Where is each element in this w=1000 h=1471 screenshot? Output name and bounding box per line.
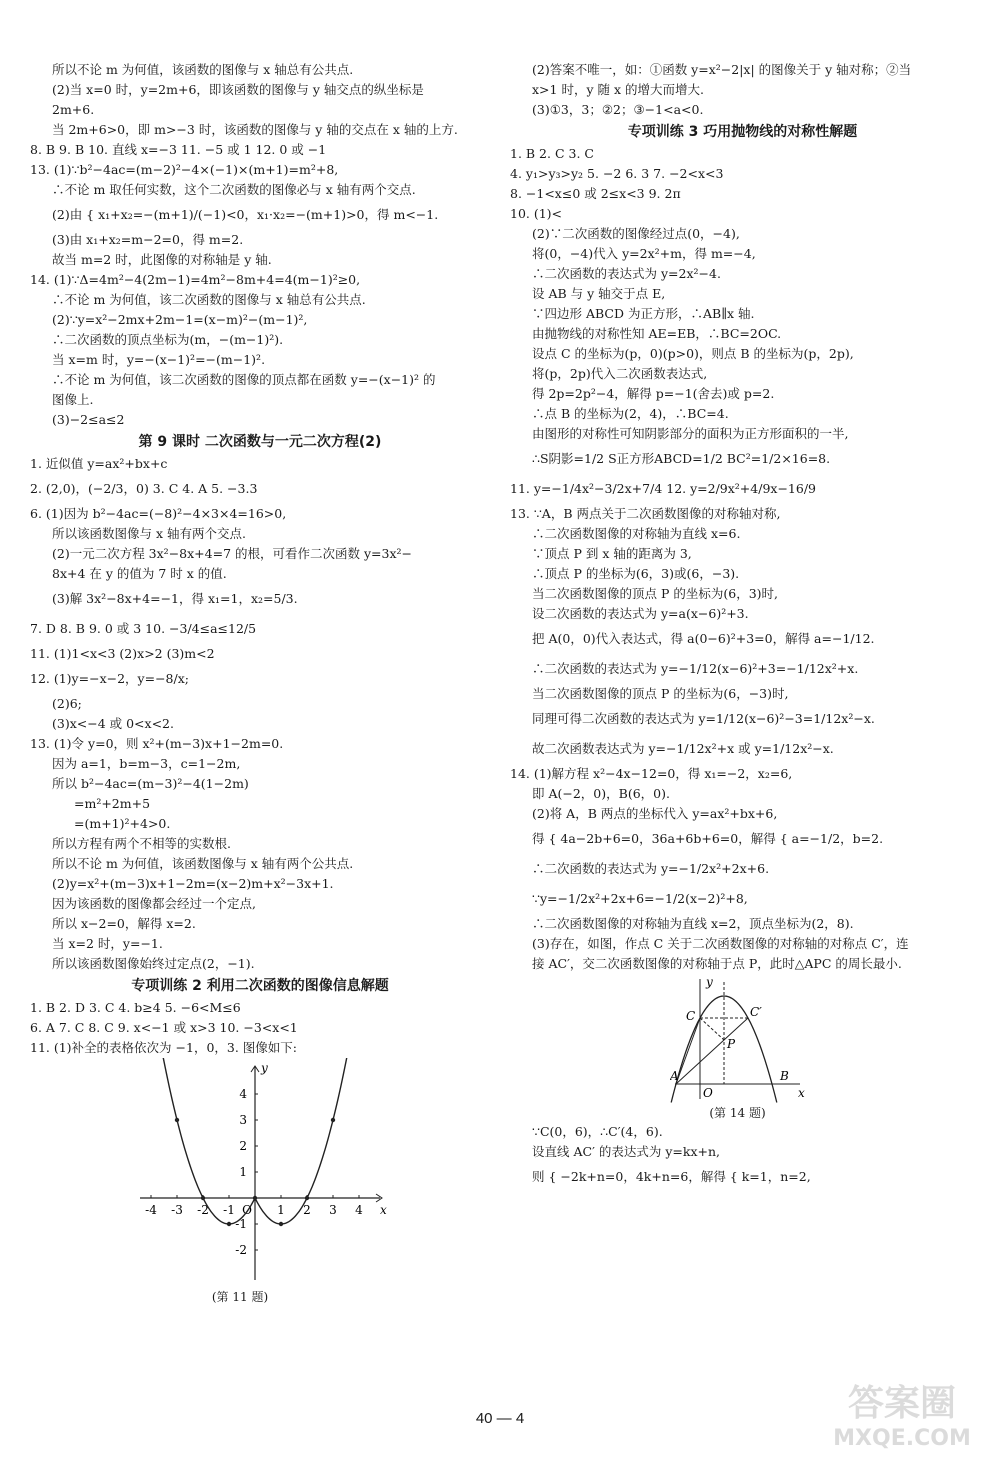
answer-line: 11. (1)1<x<3 (2)x>2 (3)m<2 (30, 646, 215, 661)
answer-line: 13. ∵A，B 两点关于二次函数图像的对称轴对称, (510, 506, 781, 521)
figure-14-label: A (670, 1069, 679, 1083)
figure-14 (510, 974, 975, 1122)
answer-line: =m²+2m+5 (74, 796, 151, 811)
answer-line: 11. (1)补全的表格依次为 −1，0，3. 图像如下: (30, 1040, 298, 1055)
plot-point (331, 1118, 335, 1122)
answer-line: (3)解 3x²−8x+4=−1，得 x₁=1，x₂=5/3. (52, 591, 298, 606)
figure-14-label: C′ (750, 1005, 762, 1019)
answer-line: ∴二次函数的表达式为 y=−1/12(x−6)²+3=−1/12x²+x. (532, 661, 859, 676)
answer-line: 当 2m+6>0，即 m>−3 时，该函数的图像与 y 轴的交点在 x 轴的上方. (52, 122, 458, 137)
y-tick-label: 1 (239, 1165, 247, 1179)
answer-line: ∵y=−1/2x²+2x+6=−1/2(x−2)²+8, (532, 891, 748, 906)
x-tick-label: -4 (145, 1203, 157, 1217)
answer-line: x>1 时，y 随 x 的增大而增大. (532, 82, 704, 97)
answer-line: ∴不论 m 为何值，该二次函数的图像的顶点都在函数 y=−(x−1)² 的 (52, 372, 436, 387)
x-tick-label: O (242, 1203, 252, 1217)
answer-line: 当 x=2 时，y=−1. (52, 936, 163, 951)
watermark-logo (822, 1367, 982, 1457)
answer-line: 11. y=−1/4x²−3/2x+7/4 12. y=2/9x²+4/9x−16/9 (510, 481, 816, 496)
answer-line: (2)由 { x₁+x₂=−(m+1)/(−1)<0，x₁·x₂=−(m+1)>0，得 m<−1. (52, 207, 439, 222)
y-tick-label: 2 (239, 1139, 247, 1153)
answer-line: (2)∵二次函数的图像经过点(0，−4), (532, 226, 740, 241)
answer-line: ∴二次函数的表达式为 y=2x²−4. (532, 266, 721, 281)
x-tick-label: 3 (329, 1203, 337, 1217)
section-heading: 第 9 课时 二次函数与一元二次方程(2) (138, 434, 382, 450)
plot-point (227, 1222, 231, 1226)
watermark-title: 答案圈 (847, 1383, 957, 1424)
answer-line: (2)6; (52, 696, 82, 711)
figure-14-label: y (706, 975, 713, 989)
answer-line: ∴二次函数图像的对称轴为直线 x=2，顶点坐标为(2，8). (532, 916, 854, 931)
plot-point (201, 1196, 205, 1200)
x-tick-label: -1 (223, 1203, 235, 1217)
answer-line: 当二次函数图像的顶点 P 的坐标为(6，3)时, (532, 586, 778, 601)
answer-line: 1. 近似值 y=ax²+bx+c (30, 456, 168, 471)
answer-line: =(m+1)²+4>0. (74, 816, 171, 831)
answer-line: (3)x<−4 或 0<x<2. (52, 716, 174, 731)
answer-line: 2m+6. (52, 102, 95, 117)
answer-line: 8. B 9. B 10. 直线 x=−3 11. −5 或 1 12. 0 或 −1 (30, 142, 327, 157)
answer-line: ∴不论 m 为何值，该二次函数的图像与 x 轴总有公共点. (52, 292, 366, 307)
section-heading: 专项训练 2 利用二次函数的图像信息解题 (131, 978, 389, 994)
figure-14-label: P (727, 1037, 736, 1051)
y-tick-label: -2 (235, 1243, 247, 1257)
answer-line: 14. (1)解方程 x²−4x−12=0，得 x₁=−2，x₂=6, (510, 766, 793, 781)
answer-line: 所以该函数图像与 x 轴有两个交点. (52, 526, 246, 541)
answer-line: 得 { 4a−2b+6=0，36a+6b+6=0，解得 { a=−1/2，b=2. (532, 831, 884, 846)
answer-line: ∴不论 m 取任何实数，这个二次函数的图像必与 x 轴有两个交点. (52, 182, 416, 197)
answer-line: (2)y=x²+(m−3)x+1−2m=(x−2)m+x²−3x+1. (52, 876, 334, 891)
y-tick-label: 4 (239, 1087, 247, 1101)
answer-line: 将(0，−4)代入 y=2x²+m，得 m=−4, (532, 246, 756, 261)
answer-line: 2. (2,0)，(−2/3，0) 3. C 4. A 5. −3.3 (30, 481, 258, 496)
answer-line: 12. (1)y=−x−2，y=−8/x; (30, 671, 189, 686)
answer-line: ∴二次函数的顶点坐标为(m，−(m−1)²). (52, 332, 284, 347)
answer-line: 则 { −2k+n=0，4k+n=6，解得 { k=1，n=2, (532, 1169, 811, 1184)
x-tick-label: 2 (303, 1203, 311, 1217)
x-tick-label: -2 (197, 1203, 209, 1217)
answer-line: ∴二次函数图像的对称轴为直线 x=6. (532, 526, 741, 541)
figure-14-caption: (第 14 题) (709, 1106, 766, 1120)
x-tick-label: 4 (355, 1203, 363, 1217)
x-tick-label: 1 (277, 1203, 285, 1217)
answer-line: 8x+4 在 y 的值为 7 时 x 的值. (52, 566, 227, 581)
answer-line: (2)答案不唯一，如：①函数 y=x²−2|x| 的图像关于 y 轴对称；②当 (532, 62, 912, 77)
figure-11-caption: (第 11 题) (211, 1290, 269, 1304)
answer-line: 所以 x−2=0，解得 x=2. (52, 916, 196, 931)
answer-line: 得 2p=2p²−4，解得 p=−1(舍去)或 p=2. (532, 386, 775, 401)
answer-line: (2)一元二次方程 3x²−8x+4=7 的根，可看作二次函数 y=3x²− (52, 546, 412, 561)
answer-line: 13. (1)令 y=0，则 x²+(m−3)x+1−2m=0. (30, 736, 284, 751)
y-tick-label: -1 (235, 1217, 247, 1231)
line-ac (676, 1018, 748, 1084)
right-column (510, 60, 975, 1192)
plot-point (305, 1196, 309, 1200)
answer-line: 1. B 2. D 3. C 4. b≥4 5. −6<M≤6 (30, 1000, 241, 1015)
figure-14-label: x (798, 1086, 805, 1100)
answer-line: 4. y₁>y₃>y₂ 5. −2 6. 3 7. −2<x<3 (510, 166, 724, 181)
answer-line: 1. B 2. C 3. C (510, 146, 594, 161)
answer-line: 图像上. (52, 392, 94, 407)
answer-line: 10. (1)< (510, 206, 563, 221)
plot-point (253, 1196, 257, 1200)
figure-11 (30, 1058, 490, 1306)
answer-line: 设 AB 与 y 轴交于点 E, (532, 286, 666, 301)
answer-line: ∵四边形 ABCD 为正方形，∴AB∥x 轴. (532, 306, 755, 321)
answer-line: 设二次函数的表达式为 y=a(x−6)²+3. (532, 606, 749, 621)
answer-line: 故当 m=2 时，此图像的对称轴是 y 轴. (52, 252, 272, 267)
answer-line: (2)当 x=0 时，y=2m+6，即该函数的图像与 y 轴交点的纵坐标是 (52, 82, 424, 97)
answer-line: ∴顶点 P 的坐标为(6，3)或(6，−3). (532, 566, 740, 581)
answer-line: 当 x=m 时，y=−(x−1)²=−(m−1)². (52, 352, 266, 367)
answer-line: 6. A 7. C 8. C 9. x<−1 或 x>3 10. −3<x<1 (30, 1020, 298, 1035)
answer-line: (3)−2≤a≤2 (52, 412, 125, 427)
answer-line: (2)∵y=x²−2mx+2m−1=(x−m)²−(m−1)², (52, 312, 308, 327)
answer-line: 6. (1)因为 b²−4ac=(−8)²−4×3×4=16>0, (30, 506, 287, 521)
answer-line: 因为 a=1，b=m−3，c=1−2m, (52, 756, 241, 771)
answer-line: 即 A(−2，0)，B(6，0). (532, 786, 670, 801)
answer-line: 14. (1)∵Δ=4m²−4(2m−1)=4m²−8m+4=4(m−1)²≥0, (30, 272, 361, 287)
answer-line: 设点 C 的坐标为(p，0)(p>0)，则点 B 的坐标为(p，2p), (532, 346, 854, 361)
answer-line: ∴二次函数的表达式为 y=−1/2x²+2x+6. (532, 861, 770, 876)
x-axis-label: x (380, 1203, 387, 1217)
answer-line: 当二次函数图像的顶点 P 的坐标为(6，−3)时, (532, 686, 789, 701)
answer-line: (3)存在，如图，作点 C 关于二次函数图像的对称轴的对称点 C′，连 (532, 936, 909, 951)
answer-line: (3)①3，3；②2；③−1<a<0. (532, 102, 704, 117)
y-tick-label: 3 (239, 1113, 247, 1127)
x-tick-label: -3 (171, 1203, 183, 1217)
answer-line: 所以不论 m 为何值，该函数的图像与 x 轴总有公共点. (52, 62, 354, 77)
answer-line: ∵C(0，6)，∴C′(4，6). (532, 1124, 663, 1139)
figure-14-label: O (703, 1086, 713, 1100)
answer-line: 由图形的对称性可知阴影部分的面积为正方形面积的一半, (532, 426, 849, 441)
y-axis-label: y (261, 1061, 268, 1075)
watermark-url: MXQE.COM (833, 1426, 971, 1451)
answer-line: 因为该函数的图像都会经过一个定点, (52, 896, 256, 911)
answer-line: 由抛物线的对称性知 AE=EB，∴BC=2OC. (532, 326, 782, 341)
segment-cp (700, 1018, 724, 1040)
answer-line: 把 A(0，0)代入表达式，得 a(0−6)²+3=0，解得 a=−1/12. (532, 631, 875, 646)
answer-line: 8. −1<x≤0 或 2≤x<3 9. 2π (510, 186, 681, 201)
answer-line: 同理可得二次函数的表达式为 y=1/12(x−6)²−3=1/12x²−x. (532, 711, 875, 726)
answer-line: (2)将 A，B 两点的坐标代入 y=ax²+bx+6, (532, 806, 778, 821)
left-column (30, 60, 490, 1306)
answer-line: 7. D 8. B 9. 0 或 3 10. −3/4≤a≤12/5 (30, 621, 257, 636)
segment-ac (676, 1018, 700, 1084)
page-number: 40 — 4 (475, 1410, 525, 1427)
answer-line: 13. (1)∵b²−4ac=(m−2)²−4×(−1)×(m+1)=m²+8, (30, 162, 339, 177)
answer-line: (3)由 x₁+x₂=m−2=0，得 m=2. (52, 232, 244, 247)
answer-line: ∴S阴影=1/2 S正方形ABCD=1/2 BC²=1/2×16=8. (532, 451, 831, 466)
answer-line: 所以不论 m 为何值，该函数图像与 x 轴有两个公共点. (52, 856, 354, 871)
answer-line: 故二次函数表达式为 y=−1/12x²+x 或 y=1/12x²−x. (532, 741, 834, 756)
answer-line: 设直线 AC′ 的表达式为 y=kx+n, (532, 1144, 721, 1159)
answer-line: 所以该函数图像始终过定点(2，−1). (52, 956, 255, 971)
answer-line: 接 AC′，交二次函数图像的对称轴于点 P，此时△APC 的周长最小. (532, 956, 902, 971)
plot-point (175, 1118, 179, 1122)
figure-14-label: B (780, 1069, 789, 1083)
answer-line: 所以 b²−4ac=(m−3)²−4(1−2m) (52, 776, 249, 791)
plot-point (279, 1222, 283, 1226)
answer-line: ∴点 B 的坐标为(2，4)，∴BC=4. (532, 406, 729, 421)
answer-line: 将(p，2p)代入二次函数表达式, (532, 366, 708, 381)
answer-line: 所以方程有两个不相等的实数根. (52, 836, 231, 851)
figure-14-label: C (686, 1009, 696, 1023)
answer-line: ∵顶点 P 到 x 轴的距离为 3, (532, 546, 692, 561)
section-heading: 专项训练 3 巧用抛物线的对称性解题 (627, 124, 858, 140)
